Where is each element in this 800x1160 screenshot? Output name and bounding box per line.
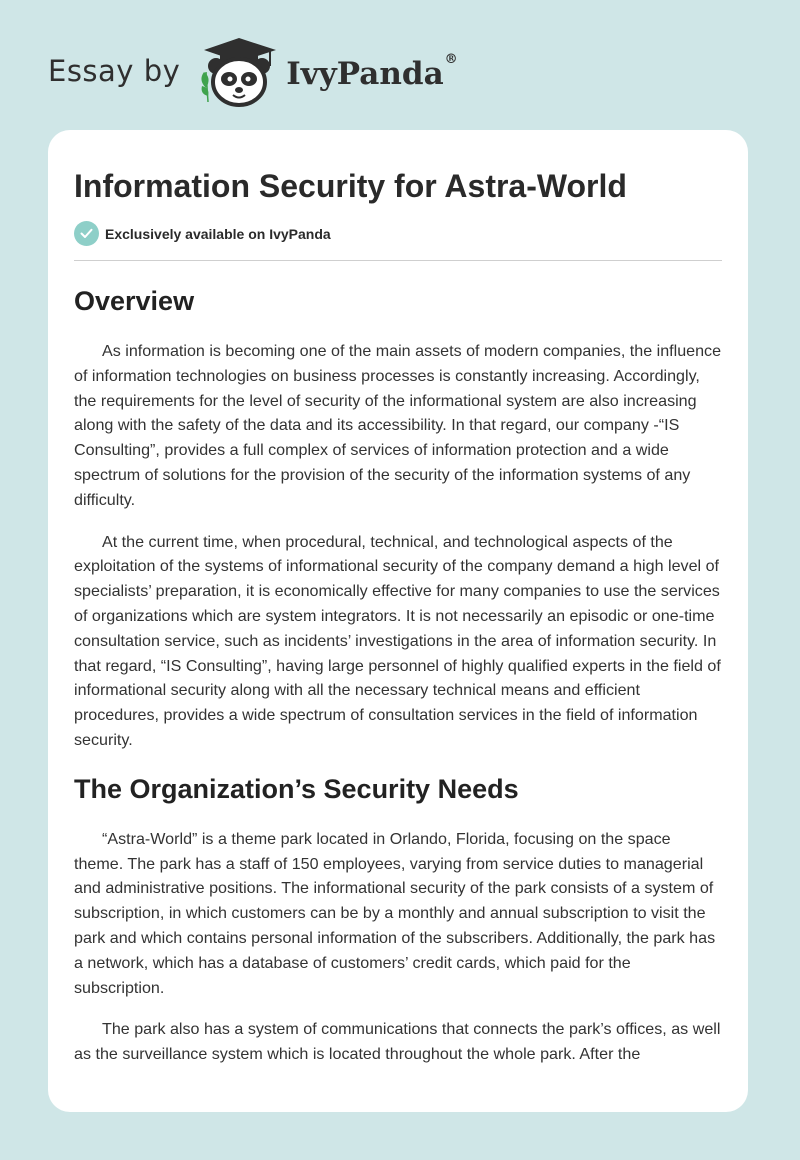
panda-logo-icon[interactable] (196, 36, 282, 108)
section-heading-security-needs: The Organization’s Security Needs (74, 773, 519, 804)
paragraph: At the current time, when procedural, technical, and technological aspects of the exploitation of the systems of informational security of the company demand a high level of specialists’ preparation, it is economically effective for many companies to use the services of organizations which are system integrators. It is not necessarily an episodic or one-time consultation service, such as incidents’ investigations in the area of information security. In that regard, “IS Consulting”, having large personnel of highly qualified experts in the field of informational security along with all the necessary technical means and efficient procedures, provides a wide spectrum of consultation services in the field of information security. (74, 532, 721, 749)
page-title: Information Security for Astra-World (74, 168, 627, 204)
brand-name[interactable]: IvyPanda® (286, 52, 458, 92)
essay-by-label: Essay by (48, 54, 181, 88)
check-icon (74, 221, 99, 246)
site-header (48, 36, 458, 108)
paragraph: “Astra-World” is a theme park located in Orlando, Florida, focusing on the space theme. The park has a staff of 150 employees, varying from service duties to managerial and administrative positions. The informational security of the park consists of a system of subscription, in which customers can be by a monthly and annual subscription to visit the park and which contains personal information of the subscribers. Additionally, the park has a network, which has a database of customers’ credit cards, which paid for the subscription. (74, 829, 716, 997)
article-card (48, 130, 748, 1112)
paragraph: The park also has a system of communications that connects the park’s offices, as well as the surveillance system which is located throughout the whole park. After the (74, 1020, 721, 1064)
exclusive-label: Exclusively available on IvyPanda (105, 225, 331, 242)
paragraph: As information is becoming one of the main assets of modern companies, the influence of information technologies on business processes is constantly increasing. Accordingly, the requirements for the level of security of the informational system are also increasing along with the safety of the data and its accessibility. In that regard, our company -“IS Consulting”, provides a full complex of services of information protection and a wide spectrum of solutions for the provision of the security of the information systems of any difficulty. (74, 342, 722, 509)
divider (74, 260, 722, 261)
section-heading-overview: Overview (74, 286, 195, 316)
exclusive-badge (74, 221, 722, 246)
